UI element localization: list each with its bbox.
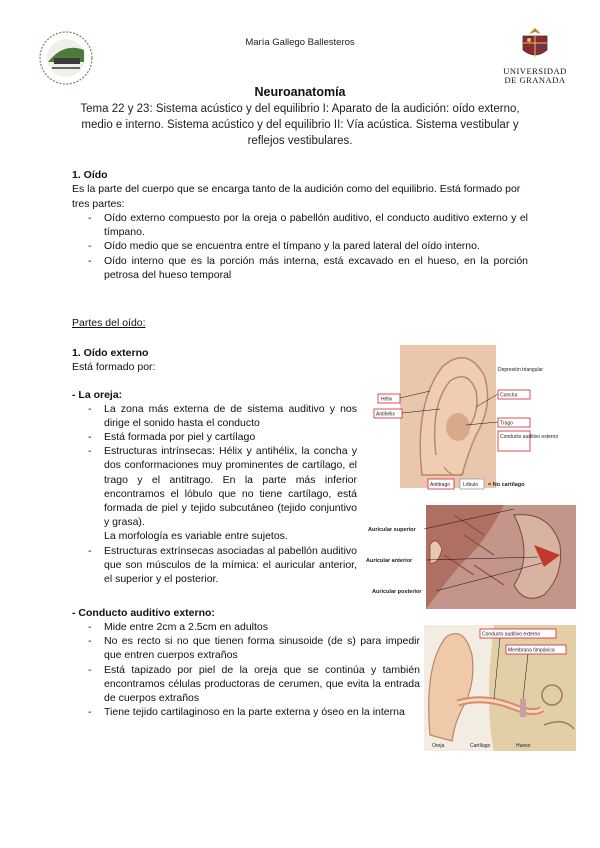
list-item: - Oído externo compuesto por la oreja o pabellón auditivo, el conducto auditivo externo y el tímpano. [72,211,528,239]
section-heading: 1. Oído [72,169,108,181]
section-intro: Está formado por: [72,361,156,373]
label-cartilago: Cartílago [470,743,491,749]
document-title: Neuroanatomía [254,85,346,99]
oreja-list-continued [72,544,357,587]
label-helix: Hélix [381,396,393,403]
list-item: - La zona más externa de de sistema auditivo y nos dirige el sonido hasta el conducto [72,402,357,430]
parts-list [72,211,528,282]
section-oido-externo [72,346,357,586]
section-intro: Es la parte del cuerpo que se encarga tanto de la audición como del equilibrio. Está formado por tres partes: [72,183,521,210]
figure-musculos [364,505,576,609]
label-auricular-superior: Auricular superior [368,527,416,533]
list-item: - Está tapizado por piel de la oreja que se continúa y también encontramos células productoras de cerumen, que evita la entrada de cuerpos extraños [72,663,420,706]
section-conducto [72,606,420,719]
subsection-heading-conducto: - Conducto auditivo externo: [72,607,215,619]
list-item: - Estructuras intrínsecas: Hélix y antihélix, la concha y dos conformaciones muy prominentes de cartílago, el trago y el antitrago. En la parte más inferior encontramos el lóbulo que no tiene cartílago, está formada de piel y tejido subcutáneo (tejido conjuntivo y grasa). [72,444,357,529]
subsection-heading-oreja: - La oreja: [72,388,123,401]
label-conducto: Conducto auditivo externo [500,434,559,440]
label-conducto-auditivo: Conducto auditivo externo [482,631,541,638]
list-item: - Oído medio que se encuentra entre el tímpano y la pared lateral del oído interno. [72,239,528,253]
university-crest-icon [515,26,555,62]
figure-oreja [372,345,572,493]
label-membrana: Membrana timpánica [508,647,555,654]
label-lobulo: Lóbulo [463,482,479,488]
label-depresion: Depresión triangular [498,367,544,373]
section-oido [72,168,528,282]
list-item: - No es recto si no que tienen forma sinusoide (de s) para impedir que entren cuerpos extraños [72,634,420,662]
section-heading: 1. Oído externo [72,347,149,359]
document-subtitle: Tema 22 y 23: Sistema acústico y del equilibrio I: Aparato de la audición: oído externo, medio e interno. Sistema acústico y del equilibrio II: Vía acústica. Sistema vestibular y reflejos vestibulares. [80,103,520,147]
list-item: - Estructuras extrínsecas asociadas al pabellón auditivo que son músculos de la mímica: el auricular anterior, el superior y el posterior. [72,544,357,587]
label-trago: Trago [500,420,513,427]
extra-line: La morfología es variable entre sujetos. [104,530,288,543]
university-logo [490,26,580,92]
conducto-list [72,620,420,719]
list-item: - Mide entre 2cm a 2.5cm en adultos [72,620,420,634]
label-no-cartilago: = No cartílago [488,482,525,488]
list-item: - Tiene tejido cartilaginoso en la parte externa y óseo en la interna [72,705,420,719]
parts-heading: Partes del oído: [72,317,146,329]
label-antihelix: Antihélix [376,411,395,418]
label-auricular-posterior: Auricular posterior [372,589,422,595]
label-oreja: Oreja [432,743,445,749]
label-concha: Concha [500,392,518,399]
figure-conducto [424,625,576,751]
list-item: - Oído interno que es la porción más interna, está excavado en el hueso, en la porción petrosa del hueso temporal [72,254,528,282]
university-name-line1: UNIVERSIDAD [503,66,567,76]
label-antitrago: Antitrago [430,482,451,488]
label-hueso: Hueso [516,743,531,749]
label-auricular-anterior: Auricular anterior [366,558,413,564]
list-item: - Está formada por piel y cartílago [72,430,357,444]
oreja-list [72,402,357,530]
author-name: María Gallego Ballesteros [245,37,355,48]
university-name-line2: DE GRANADA [504,75,566,85]
